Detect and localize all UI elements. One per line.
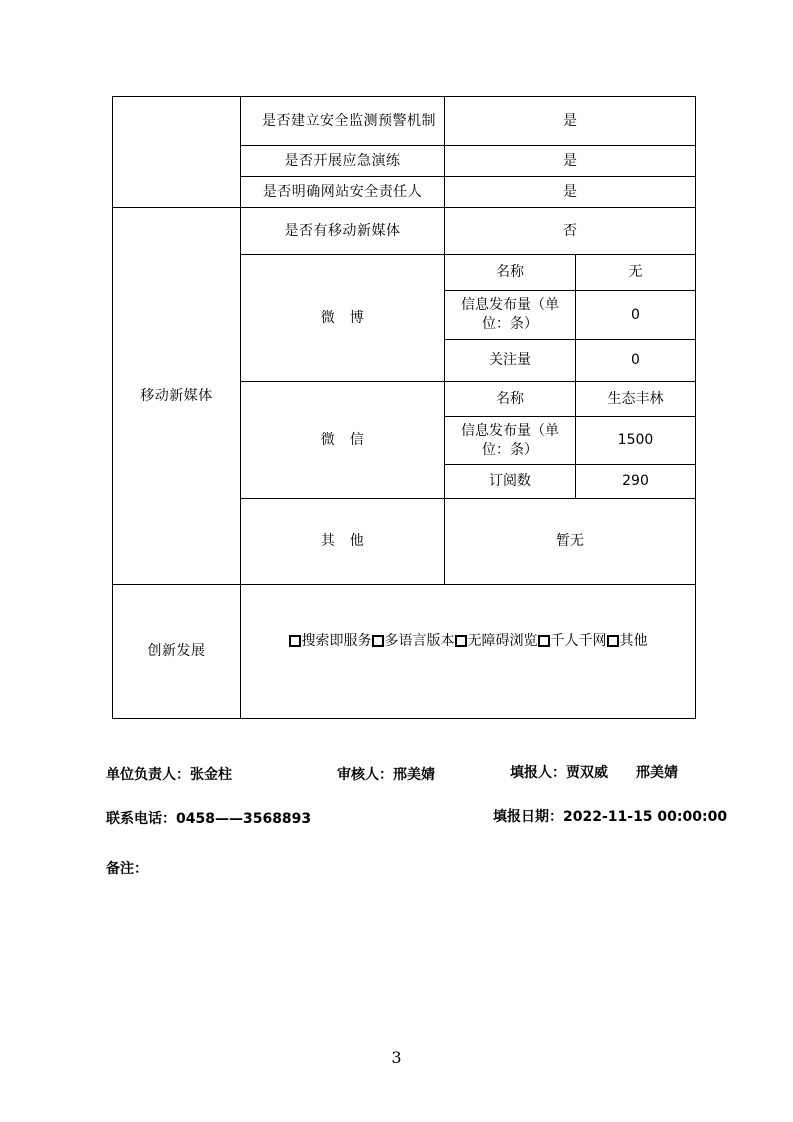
wechat-subs-label: 订阅数 — [489, 473, 531, 489]
reviewer: 审核人：邢美婧 — [337, 767, 435, 783]
filler: 填报人：贾双威 邢美婧 — [510, 765, 678, 781]
checkbox-icon[interactable] — [289, 635, 301, 647]
page-number: 3 — [391, 1048, 402, 1067]
option-label: 其他 — [619, 632, 648, 649]
weibo-posts-label: 信息发布量（单位：条） — [461, 297, 559, 332]
weibo-label: 微 博 — [320, 309, 365, 326]
weibo-name-value: 无 — [628, 264, 643, 280]
drill-label: 是否开展应急演练 — [284, 152, 401, 169]
other-media-value: 暂无 — [556, 533, 584, 549]
grid-line — [695, 96, 696, 719]
weibo-posts-value: 0 — [631, 306, 640, 323]
monitoring-label: 是否建立安全监测预警机制 — [262, 112, 436, 129]
monitoring-value: 是 — [563, 112, 577, 129]
wechat-posts-label: 信息发布量（单位：条） — [461, 422, 559, 458]
checkbox-icon[interactable] — [538, 635, 550, 647]
innovation-options — [241, 585, 695, 697]
option-label: 搜索即服务 — [301, 632, 372, 649]
wechat-posts-value: 1500 — [617, 432, 654, 448]
contact-phone: 联系电话：0458——3568893 — [106, 811, 312, 827]
fill-date: 填报日期：2022-11-15 00:00:00 — [493, 809, 728, 825]
mobile-media-section-label: 移动新媒体 — [140, 387, 213, 404]
owner-label: 是否明确网站安全责任人 — [262, 183, 423, 200]
weibo-name-label: 名称 — [496, 264, 524, 280]
checkbox-icon[interactable] — [372, 635, 384, 647]
wechat-name-value: 生态丰林 — [607, 390, 664, 407]
wechat-subs-value: 290 — [622, 473, 649, 489]
wechat-label: 微 信 — [320, 431, 365, 448]
wechat-name-label: 名称 — [496, 390, 524, 407]
weibo-followers-label: 关注量 — [489, 352, 531, 368]
grid-line — [112, 718, 696, 719]
has-mobile-media-label: 是否有移动新媒体 — [284, 222, 401, 239]
weibo-followers-value: 0 — [631, 352, 640, 368]
has-mobile-media-value: 否 — [563, 222, 577, 239]
innovation-section-label: 创新发展 — [147, 643, 206, 659]
option-label: 多语言版本 — [384, 632, 455, 649]
owner-value: 是 — [563, 183, 577, 200]
option-label: 无障碍浏览 — [467, 632, 538, 649]
innovation-option-list — [289, 632, 648, 651]
option-label: 千人千网 — [550, 632, 607, 649]
checkbox-icon[interactable] — [455, 635, 467, 647]
remark: 备注： — [106, 861, 148, 877]
unit-leader: 单位负责人：张金柱 — [106, 767, 232, 783]
drill-value: 是 — [563, 152, 577, 169]
checkbox-icon[interactable] — [607, 635, 619, 647]
other-media-label: 其 他 — [320, 533, 365, 549]
